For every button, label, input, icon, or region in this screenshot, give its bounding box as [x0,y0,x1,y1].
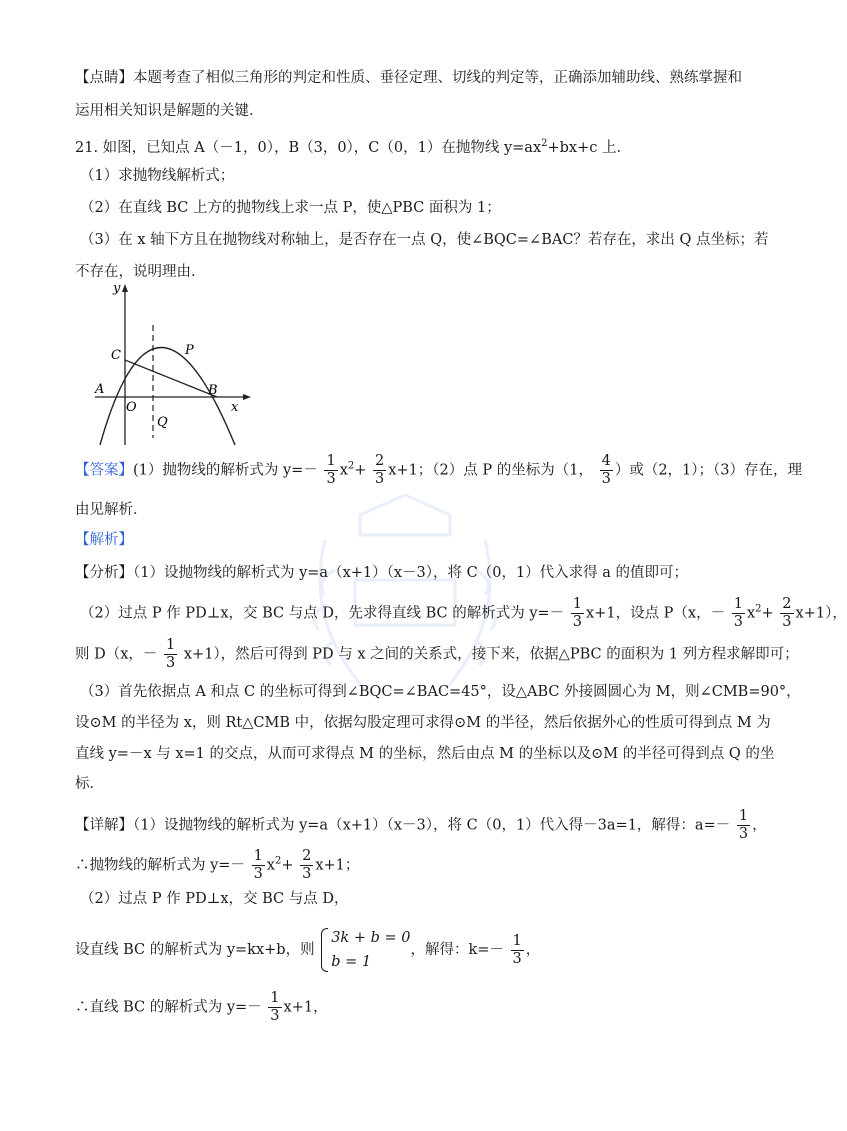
sup: 2 [274,855,282,867]
detail-line-4 [75,926,540,974]
analysis-line-2 [80,596,847,631]
answer-text-1: (1）抛物线的解析式为 y=－ [133,462,318,479]
num: 2 [782,596,792,612]
detail-line-5 [75,990,328,1025]
equation-system [319,926,410,974]
dianjing-line-1 [75,68,742,88]
segment-cb [125,360,217,397]
analysis-line-3 [75,637,799,672]
den: 3 [782,614,792,630]
dianjing-tag: 【点睛】 [75,70,133,86]
analysis-line-1 [75,563,688,583]
fraction-1-3 [737,808,750,843]
num: 1 [166,637,176,653]
problem-stem-sup: 2 [541,138,548,149]
detail-tag: 【详解】 [75,817,133,834]
analysis-line-7: 标． [75,776,104,792]
fraction-1-3 [252,848,265,883]
x-axis-arrow [243,394,251,400]
y-axis-arrow [122,284,128,292]
num: 1 [512,932,522,949]
detail-5a: ∴直线 BC 的解析式为 y=－ [75,999,262,1016]
num: 1 [738,808,749,824]
analysis-2b: x+1，设点 P（x，－ [586,605,726,622]
num: 2 [375,453,385,469]
answer-tag: 【答案】 [75,462,133,479]
analysis-tag: 【分析】 [75,565,133,581]
jiexi-tag: 【解析】 [75,532,133,548]
fraction-2-3 [780,596,793,631]
num: 1 [733,596,743,612]
problem-q1: （1）求抛物线解析式； [80,168,235,184]
answer-x: x [339,462,348,479]
num: 2 [302,848,312,864]
fraction-4-3 [600,453,613,488]
y-label: y [113,281,121,296]
den: 3 [733,614,743,630]
problem-stem-b: +bx+c 上． [547,139,631,156]
detail-1-end: ， [752,817,767,834]
point-c-label: C [111,348,121,363]
problem-q2: （2）在直线 BC 上方的抛物线上求一点 P，使△PBC 面积为 1； [80,200,501,216]
analysis-2d: + [761,605,774,622]
fraction-1-3 [164,637,177,672]
point-p-label: P [185,343,194,358]
detail-2b: x [266,857,275,874]
origin-label: O [126,400,137,415]
analysis-3a: 则 D（x，－ [75,646,158,663]
num: 1 [572,596,583,612]
den: 3 [738,826,749,842]
detail-1: （1）设抛物线的解析式为 y=a（x+1）（x－3），将 C（0，1）代入得－3a=1，解得：a=－ [133,817,731,834]
detail-4b: ，解得：k=－ [410,942,504,958]
num: 1 [326,453,336,469]
detail-5b: x+1， [283,999,328,1016]
problem-stem-a: 21. 如图，已知点 A（－1，0），B（3，0），C（0，1）在抛物线 y=ax [75,139,542,156]
dianjing-text-2: 运用相关知识是解题的关键． [75,103,264,119]
detail-2a: ∴抛物线的解析式为 y=－ [75,857,245,874]
dianjing-line-2 [75,101,264,121]
parabola-figure [95,280,255,450]
fraction-1-3 [324,453,337,488]
problem-q3-line-2: 不存在，说明理由． [75,264,206,280]
den: 3 [166,655,176,671]
point-a-label: A [95,382,105,397]
fraction-1-3 [571,596,584,631]
answer-text-3: ）或（2，1）；（3）存在，理 [614,462,803,479]
answer-text-2: x+1；（2）点 P 的坐标为（1， [388,462,593,479]
den: 3 [326,471,336,487]
detail-2d: x+1； [315,857,360,874]
fraction-1-3 [732,596,745,631]
fraction-2-3 [373,453,386,488]
den: 3 [302,866,312,882]
den: 3 [375,471,385,487]
system-eq-2: b = 1 [331,954,372,970]
analysis-line-4: （3）首先依据点 A 和点 C 的坐标可得到∠BQC=∠BAC=45°，设△ABC 外接圆圆心为 M，则∠CMB=90°， [80,684,801,700]
analysis-text-1: （1）设抛物线的解析式为 y=a（x+1）（x－3），将 C（0，1）代入求得 a 的值即可； [133,565,689,581]
answer-sup: 2 [347,460,355,472]
analysis-2a: （2）过点 P 作 PD⊥x，交 BC 与点 D，先求得直线 BC 的解析式为 y=－ [80,605,565,622]
analysis-line-6: 直线 y=－x 与 x=1 的交点，从而可求得点 M 的坐标，然后由点 M 的坐标以及⊙M 的半径可得到点 Q 的坐 [75,746,775,762]
detail-4c: ， [525,942,541,958]
analysis-line-5: 设⊙M 的半径为 x，则 Rt△CMB 中，依据勾股定理可求得⊙M 的半径，然后依据外心的性质可得到点 M 为 [75,715,771,731]
fraction-1-3 [268,990,281,1025]
answer-plus: + [354,462,367,479]
point-q-label: Q [157,415,168,430]
point-b-label: B [208,383,218,398]
den: 3 [572,614,583,630]
num: 1 [270,990,280,1006]
detail-line-1 [75,808,767,843]
system-eq-1: 3k + b = 0 [331,930,411,946]
answer-line-2: 由见解析． [75,502,148,518]
den: 3 [270,1008,280,1024]
analysis-2e: x+1）， [795,605,847,622]
x-label: x [231,400,239,415]
num: 4 [601,453,611,469]
den: 3 [253,866,263,882]
detail-2c: + [281,857,294,874]
num: 1 [253,848,263,864]
problem-stem [75,134,631,158]
detail-line-2 [75,848,359,883]
den: 3 [601,471,611,487]
answer-line-1 [75,453,802,488]
fraction-2-3 [300,848,313,883]
sup: 2 [755,603,762,615]
analysis-2c: x [746,605,756,622]
detail-4a: 设直线 BC 的解析式为 y=kx+b，则 [75,942,315,958]
fraction-1-3 [511,933,524,968]
den: 3 [512,950,522,967]
problem-q3-line-1: （3）在 x 轴下方且在抛物线对称轴上，是否存在一点 Q，使∠BQC=∠BAC？若存在，求出 Q 点坐标；若 [80,232,769,248]
dianjing-text-1: 本题考查了相似三角形的判定和性质、垂径定理、切线的判定等，正确添加辅助线、熟练掌握和 [133,70,742,86]
analysis-3b: x+1），然后可得到 PD 与 x 之间的关系式，接下来，依据△PBC 的面积为 1 列方程求解即可； [179,646,799,663]
detail-line-3: （2）过点 P 作 PD⊥x，交 BC 与点 D， [80,891,349,907]
